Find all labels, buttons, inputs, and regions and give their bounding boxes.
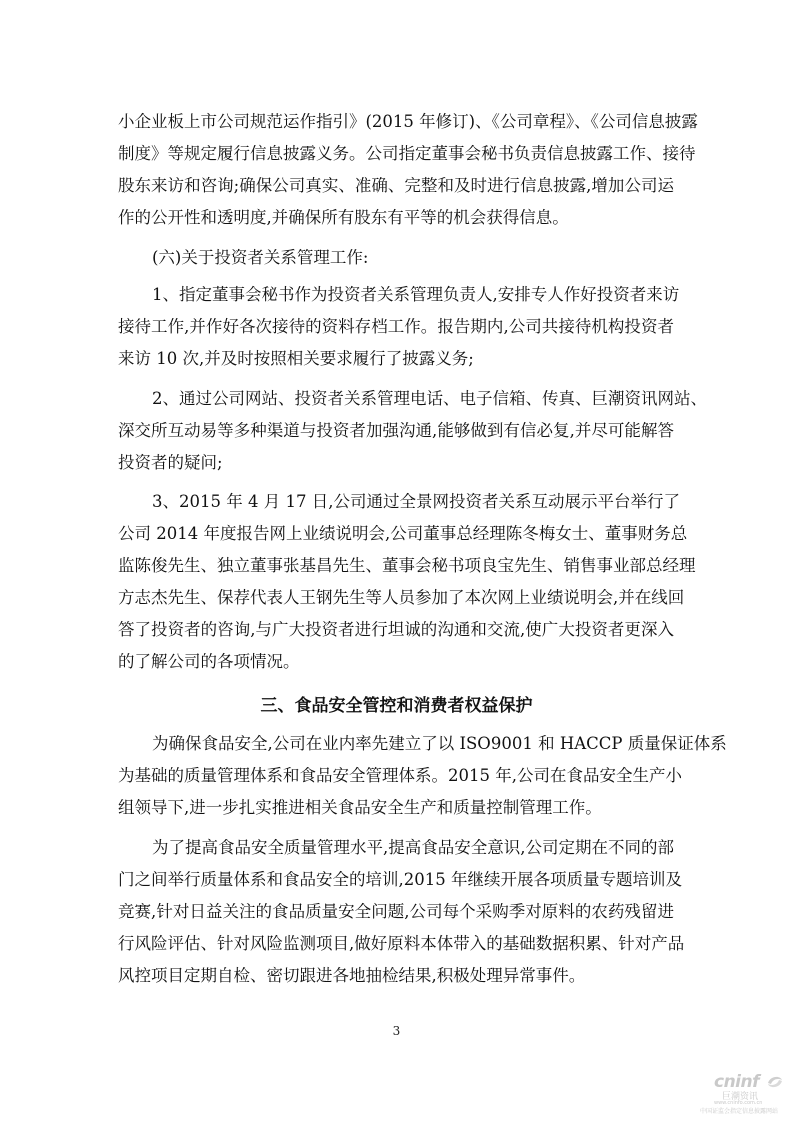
paragraph-line: 公司 2014 年度报告网上业绩说明会,公司董事总经理陈冬梅女士、董事财务总 [118,524,688,543]
paragraph-line: 风控项目定期自检、密切跟进各地抽检结果,积极处理异常事件。 [118,966,586,985]
paragraph-line: 为基础的质量管理体系和食品安全管理体系。2015 年,公司在食品安全生产小 [118,766,682,785]
paragraph-line: 3、2015 年 4 月 17 日,公司通过全景网投资者关系互动展示平台举行了 [152,492,680,511]
paragraph-line: 股东来访和咨询;确保公司真实、准确、完整和及时进行信息披露,增加公司运 [118,176,674,195]
watermark-org: 中国证监会指定信息披露网站 [700,1108,779,1115]
paragraph-line: 来访 10 次,并及时按照相关要求履行了披露义务; [118,349,474,368]
paragraph-line: 作的公开性和透明度,并确保所有股东有平等的机会获得信息。 [118,208,569,227]
paragraph-line: 组领导下,进一步扎实推进相关食品安全生产和质量控制管理工作。 [118,798,602,817]
cninfo-swirl-icon [766,1074,784,1090]
paragraph-line: 1、指定董事会秘书作为投资者关系管理负责人,安排专人作好投资者来访 [152,285,680,304]
paragraph-line: 方志杰先生、保荐代表人王钢先生等人员参加了本次网上业绩说明会,并在线回 [118,588,685,607]
watermark-logo: cninf [714,1072,760,1092]
paragraph-line: 制度》等规定履行信息披露义务。公司指定董事会秘书负责信息披露工作、接待 [118,144,696,163]
paragraph-line: 答了投资者的咨询,与广大投资者进行坦诚的沟通和交流,使广大投资者更深入 [118,620,674,639]
cninfo-watermark [700,1072,790,1118]
paragraph-line: 深交所互动易等多种渠道与投资者加强沟通,能够做到有信必复,并尽可能解答 [118,421,674,440]
paragraph-line: 监陈俊先生、独立董事张基昌先生、董事会秘书项良宝先生、销售事业部总经理 [118,556,696,575]
paragraph-line: 门之间举行质量体系和食品安全的培训,2015 年继续开展各项质量专题培训及 [118,870,682,889]
page-number: 3 [392,1024,401,1038]
subsection-heading: (六)关于投资者关系管理工作: [152,248,369,267]
section-heading: 三、食品安全管控和消费者权益保护 [260,696,533,716]
paragraph-line: 为了提高食品安全质量管理水平,提高食品安全意识,公司定期在不同的部 [152,838,674,857]
paragraph-line: 的了解公司的各项情况。 [118,652,300,671]
paragraph-line: 竞赛,针对日益关注的食品质量安全问题,公司每个采购季对原料的农药残留进 [118,902,674,921]
watermark-url: www.cninfo.com.cn [714,1100,763,1106]
watermark-name: 巨潮资讯 [722,1092,759,1102]
paragraph-line: 2、通过公司网站、投资者关系管理电话、电子信箱、传真、巨潮资讯网站、 [152,389,707,408]
paragraph-line: 行风险评估、针对风险监测项目,做好原料本体带入的基础数据积累、针对产品 [118,934,685,953]
paragraph-line: 为确保食品安全,公司在业内率先建立了以 ISO9001 和 HACCP 质量保证体系 [152,734,727,753]
paragraph-line: 接待工作,并作好各次接待的资料存档工作。报告期内,公司共接待机构投资者 [118,317,674,336]
paragraph-line: 小企业板上市公司规范运作指引》(2015 年修订)、《公司章程》、《公司信息披露 [118,112,698,131]
paragraph-line: 投资者的疑问; [118,453,223,472]
